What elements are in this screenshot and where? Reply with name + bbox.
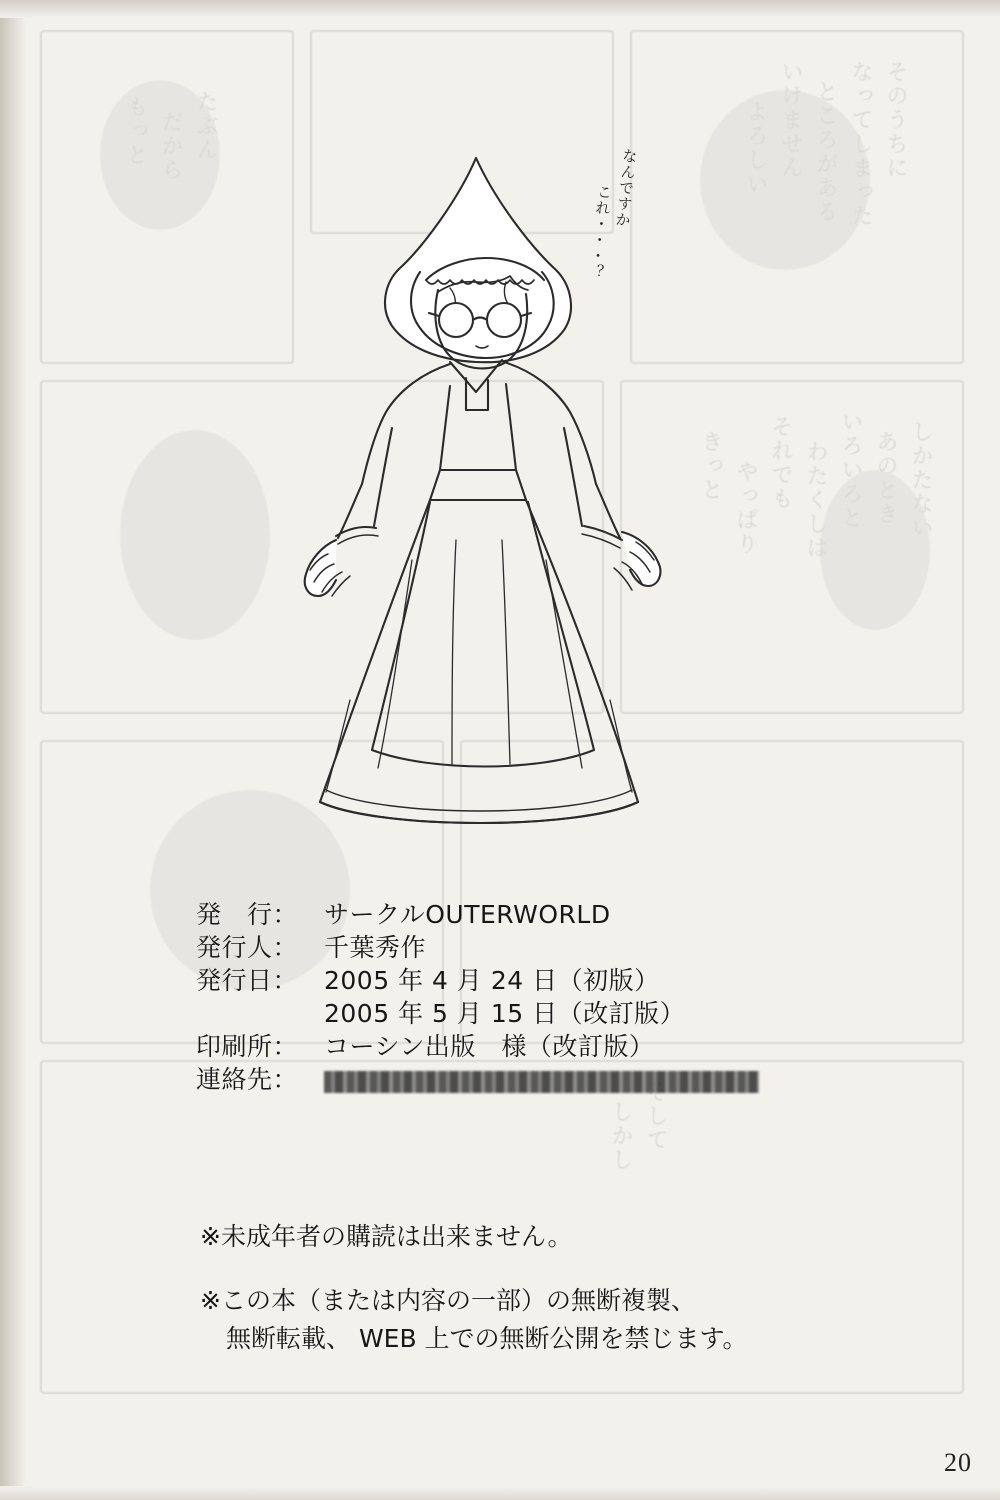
notice-minors [200, 1218, 860, 1256]
ghost-text-column: しかたない [908, 420, 933, 540]
speech-line-1: なんですか [612, 147, 640, 229]
ghost-text-column: そして [643, 1080, 668, 1152]
page-edge-shadow-top [0, 0, 1000, 18]
speech-note [586, 140, 706, 290]
ghost-text-column: わたくしは [803, 440, 828, 560]
ghost-text-column: しかし [608, 1100, 633, 1172]
page-edge-shadow-left [0, 0, 26, 1500]
ghost-shape [820, 470, 930, 630]
colophon-label-contact: 連絡先： [196, 1065, 299, 1094]
ghost-shape [120, 430, 270, 640]
colophon-row-printer [196, 1030, 836, 1063]
notice-minors-line: ※未成年者の購読は出来ません。 [200, 1222, 573, 1251]
colophon-row-contact [196, 1063, 836, 1096]
notice-copyright-line-2: 無断転載、 WEB 上での無断公開を禁じます。 [226, 1324, 748, 1353]
ghost-text-column: もっと [123, 95, 148, 167]
speech-line-2: これ・・・？ [586, 183, 614, 281]
ghost-shape [100, 80, 220, 230]
ghost-text-column: ところがある [813, 80, 838, 224]
colophon-row-date-revised [196, 997, 836, 1030]
colophon-block [196, 898, 836, 1096]
ghost-text-column: だから [158, 110, 183, 182]
colophon-row-author [196, 931, 836, 964]
ghost-text-column: よろしい [743, 100, 768, 196]
ghost-text-column: あのとき [873, 430, 898, 526]
colophon-value-printer: コーシン出版 様（改訂版） [324, 1032, 655, 1061]
ghost-shape [700, 90, 870, 270]
ghost-text-column: そのうちに [883, 60, 908, 180]
ghost-text-column: いけません [778, 60, 803, 180]
ghost-text-column: いろいろと [838, 410, 863, 530]
colophon-value-date-revised: 2005 年 5 月 15 日（改訂版） [324, 999, 686, 1028]
notice-copyright [200, 1282, 860, 1358]
colophon-label-publisher: 発 行： [196, 900, 299, 929]
colophon-label-date: 発行日： [196, 966, 299, 995]
ghost-text-column: なってしまった [848, 60, 873, 228]
colophon-value-contact [324, 1063, 836, 1096]
colophon-value-publisher: サークルOUTERWORLD [324, 900, 611, 929]
page-edge-shadow-bottom [0, 1486, 1000, 1500]
notices-block [200, 1218, 860, 1384]
ghost-panel [40, 30, 294, 364]
ghost-text-column: たぶん [193, 90, 218, 162]
notice-copyright-line-1: ※この本（または内容の一部）の無断複製、 [200, 1286, 696, 1315]
colophon-value-author: 千葉秀作 [324, 933, 427, 962]
colophon-value-date-first: 2005 年 4 月 24 日（初版） [324, 966, 660, 995]
ghost-text-column: それでも [768, 415, 793, 511]
colophon-label-author: 発行人： [196, 933, 299, 962]
page-number: 20 [944, 1448, 972, 1477]
redaction-bar [324, 1071, 759, 1093]
ghost-text-column: きっと [698, 430, 723, 502]
colophon-row-publisher [196, 898, 836, 931]
ghost-text-column: やっぱり [733, 460, 758, 556]
colophon-row-date-first [196, 964, 836, 997]
colophon-label-printer: 印刷所： [196, 1032, 299, 1061]
